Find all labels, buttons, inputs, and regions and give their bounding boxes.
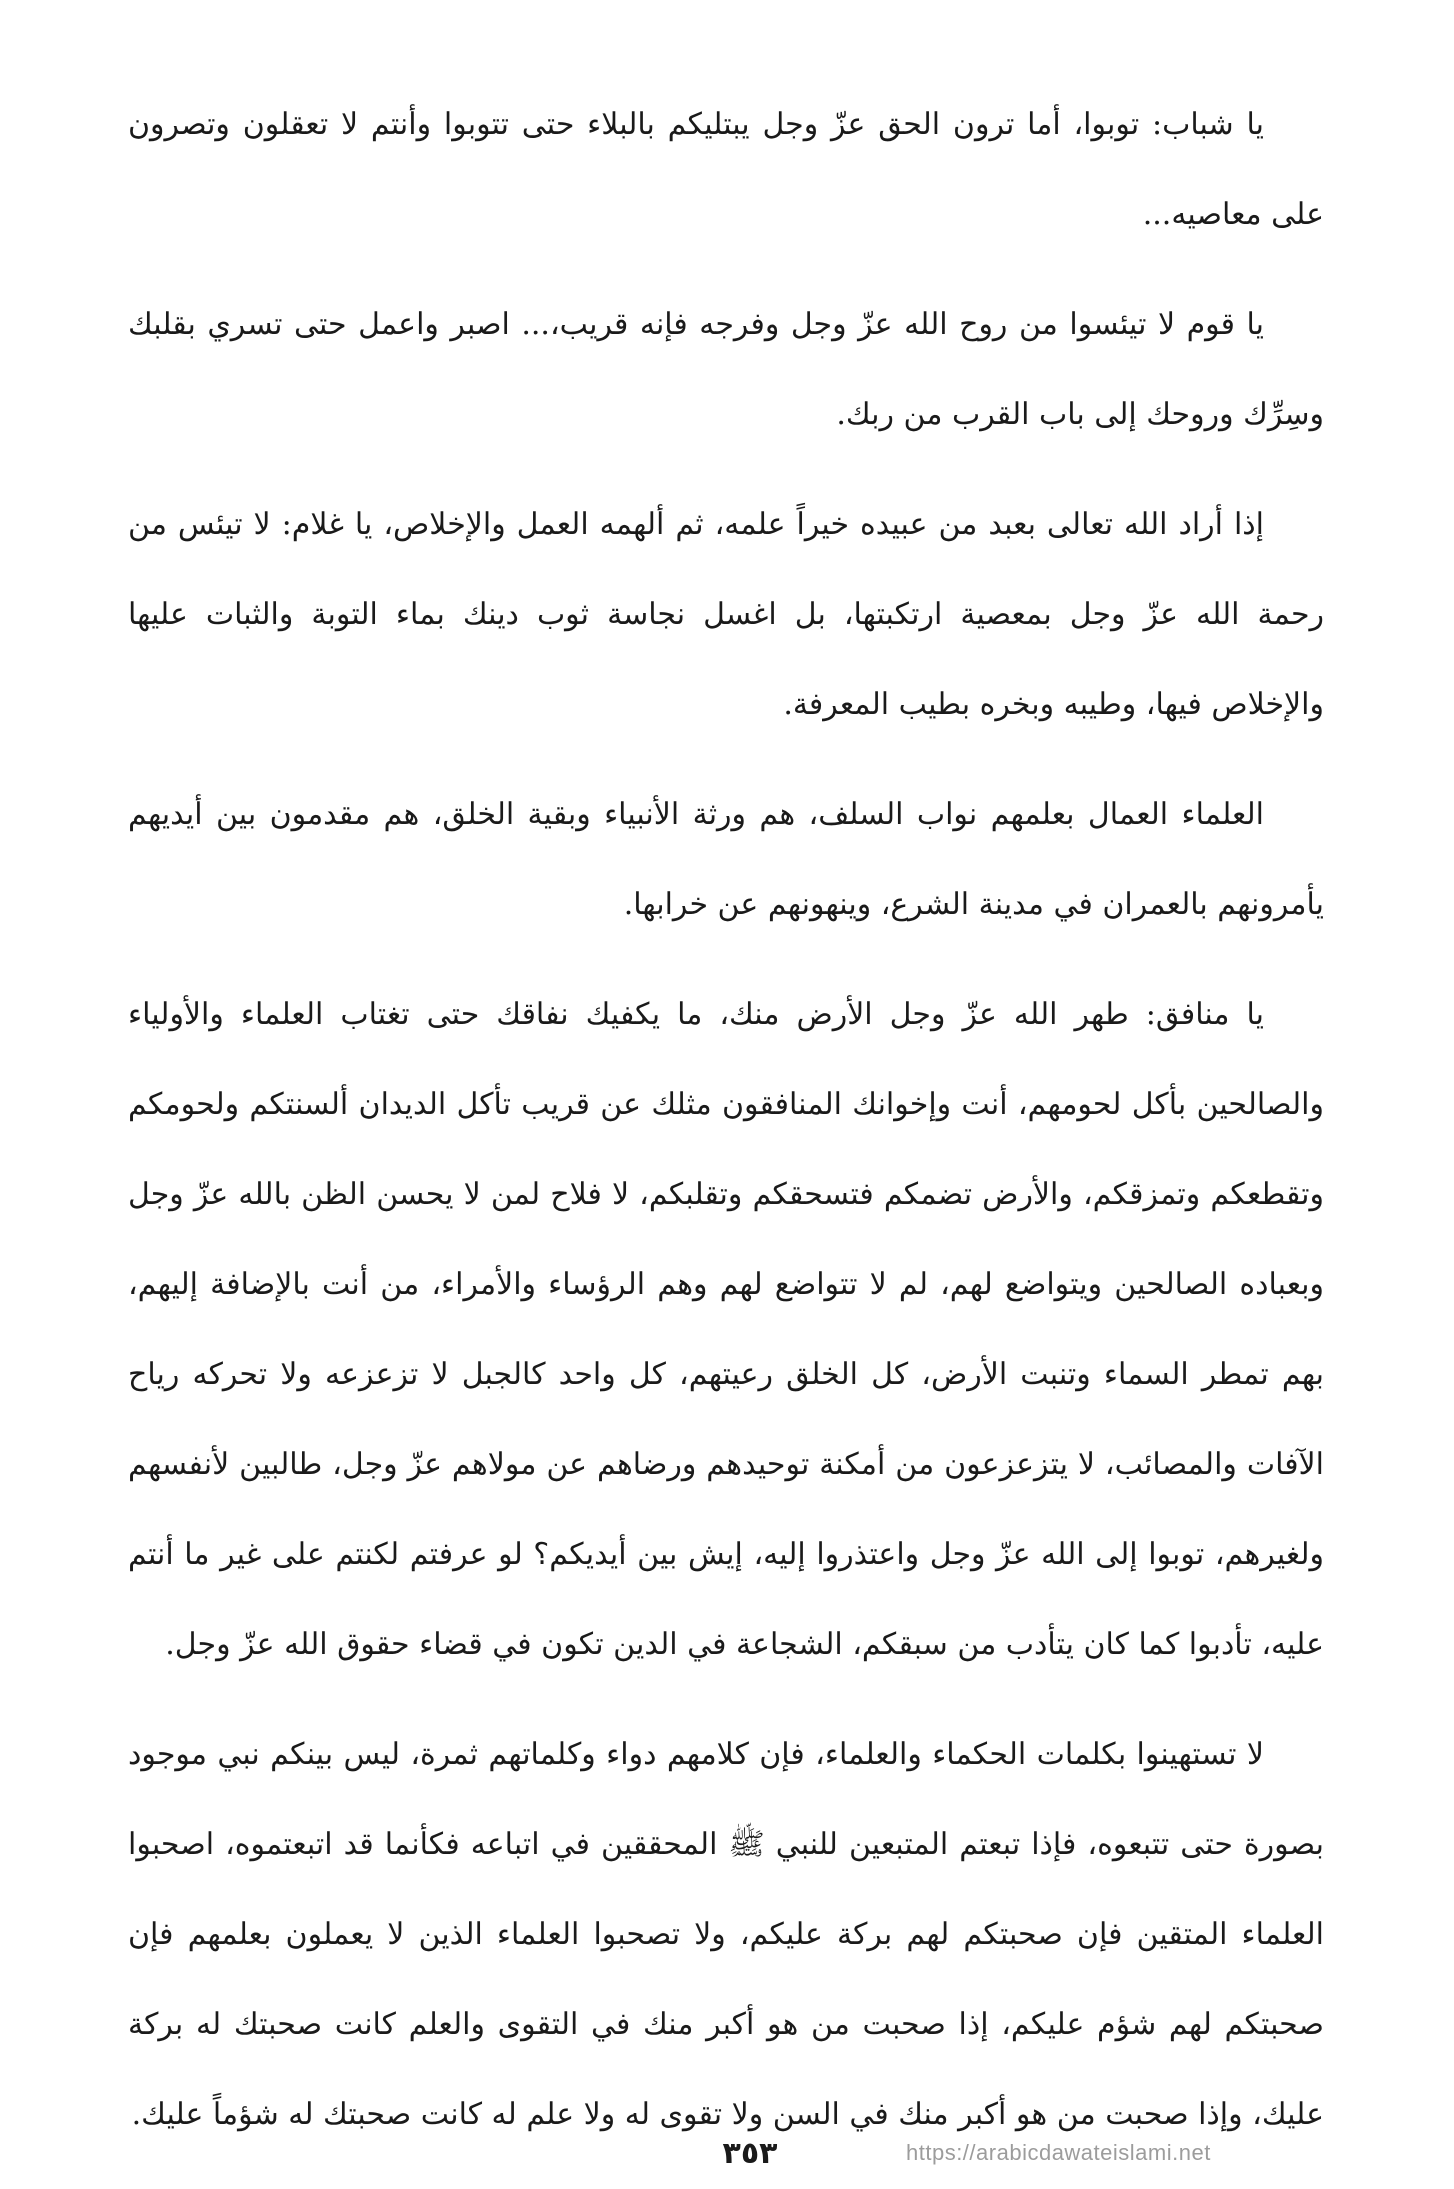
paragraph-4: العلماء العمال بعلمهم نواب السلف، هم ورثة الأنبياء وبقية الخلق، هم مقدمون بين أيديهم يأمرونهم بالعمران في مدينة الشرع، وينهونهم عن خرابها. xyxy=(128,797,1324,922)
body-text xyxy=(128,80,1324,2180)
paragraph-1: يا شباب: توبوا، أما ترون الحق عزّ وجل يبتليكم بالبلاء حتى تتوبوا وأنتم لا تعقلون وتصرون على معاصيه... xyxy=(128,107,1324,232)
watermark-url: https://arabicdawateislami.net xyxy=(906,2140,1211,2165)
page-number: ٣٥٣ xyxy=(722,2136,778,2171)
paragraph-3: إذا أراد الله تعالى بعبد من عبيده خيراً علمه، ثم ألهمه العمل والإخلاص، يا غلام: لا تيئس من رحمة الله عزّ وجل بمعصية ارتكبتها، بل اغسل نجاسة ثوب دينك بماء التوبة والثبات عليها والإخلاص فيها، وطيبه وبخره بطيب المعرفة. xyxy=(128,507,1324,722)
paragraph-6: لا تستهينوا بكلمات الحكماء والعلماء، فإن كلامهم دواء وكلماتهم ثمرة، ليس بينكم نبي موجود بصورة حتى تتبعوه، فإذا تبعتم المتبعين للنبي ﷺ المحققين في اتباعه فكأنما قد اتبعتموه، اصحبوا العلماء المتقين فإن صحبتكم لهم بركة عليكم، ولا تصحبوا العلماء الذين لا يعملون بعلمهم فإن صحبتكم لهم شؤم عليكم، إذا صحبت من هو أكبر منك في التقوى والعلم كانت صحبتك له بركة عليك، وإذا صحبت من هو أكبر منك في السن ولا تقوى له ولا علم له كانت صحبتك له شؤماً عليك. xyxy=(128,1737,1324,2132)
paragraph-2: يا قوم لا تيئسوا من روح الله عزّ وجل وفرجه فإنه قريب،... اصبر واعمل حتى تسري بقلبك وسِرِّك وروحك إلى باب القرب من ربك. xyxy=(128,307,1324,432)
paragraph-5: يا منافق: طهر الله عزّ وجل الأرض منك، ما يكفيك نفاقك حتى تغتاب العلماء والأولياء والصالحين بأكل لحومهم، أنت وإخوانك المنافقون مثلك عن قريب تأكل الديدان ألسنتكم ولحومكم وتقطعكم وتمزقكم، والأرض تضمكم فتسحقكم وتقلبكم، لا فلاح لمن لا يحسن الظن بالله عزّ وجل وبعباده الصالحين ويتواضع لهم، لم لا تتواضع لهم وهم الرؤساء والأمراء، من أنت بالإضافة إليهم، بهم تمطر السماء وتنبت الأرض، كل الخلق رعيتهم، كل واحد كالجبل لا تزعزعه ولا تحركه رياح الآفات والمصائب، لا يتزعزعون من أمكنة توحيدهم ورضاهم عن مولاهم عزّ وجل، طالبين لأنفسهم ولغيرهم، توبوا إلى الله عزّ وجل واعتذروا إليه، إيش بين أيديكم؟ لو عرفتم لكنتم على غير ما أنتم عليه، تأدبوا كما كان يتأدب من سبقكم، الشجاعة في الدين تكون في قضاء حقوق الله عزّ وجل. xyxy=(128,997,1324,1662)
